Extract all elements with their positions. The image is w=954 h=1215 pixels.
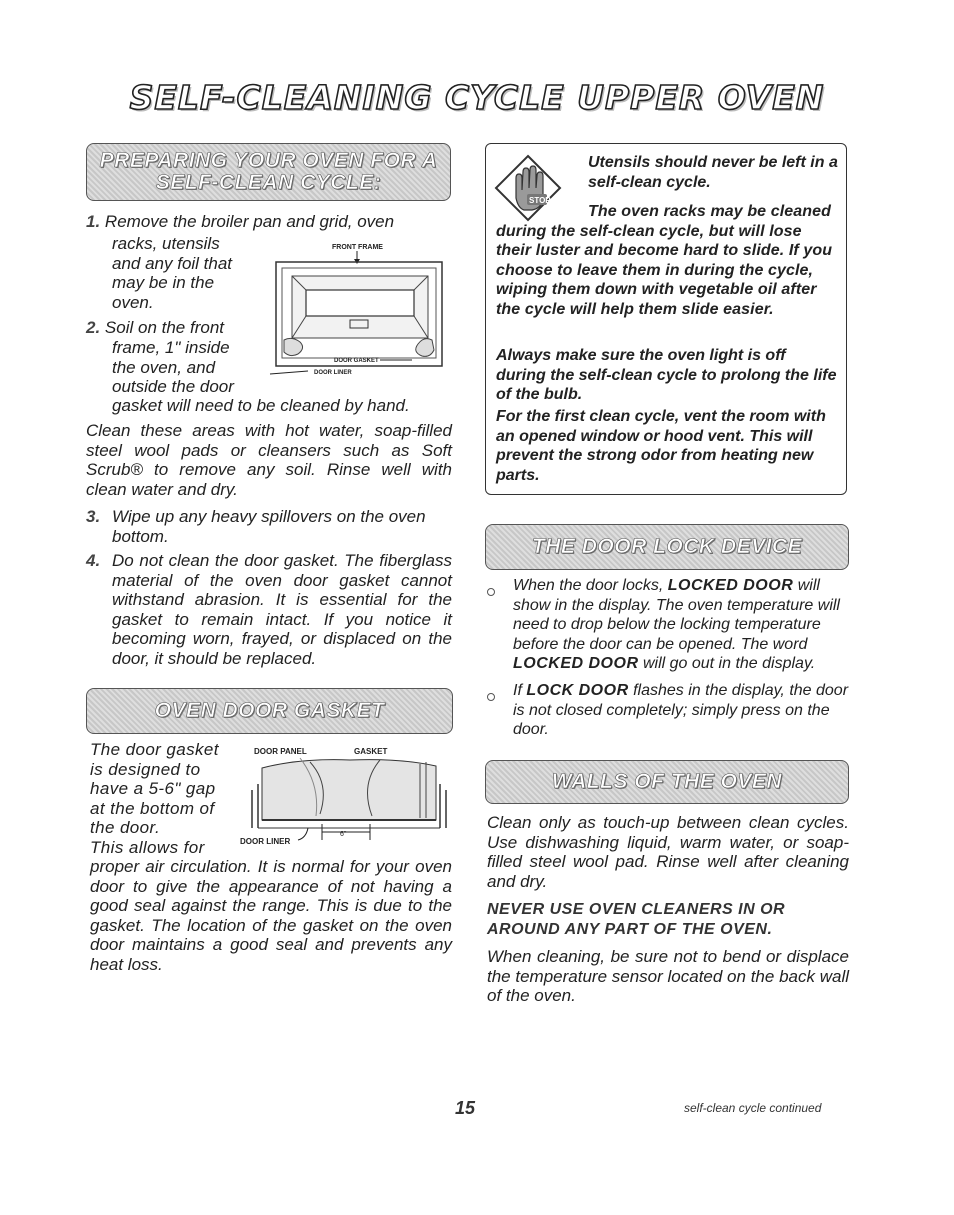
step-1-cont: racks, utensils and any foil that may be in the oven. [112,234,233,312]
gap-label: 6" [340,831,347,838]
warning-utensils: Utensils should never be left in a self-clean cycle. [588,154,838,191]
bullet-icon [487,582,505,602]
step-number: 1. [86,212,101,231]
front-frame-label: FRONT FRAME [332,244,383,251]
section-heading-preparing: PREPARING YOUR OVEN FOR A SELF-CLEAN CYCLE: [86,143,451,201]
step-number: 4. [86,551,101,570]
door-liner-label: DOOR LINER [314,370,352,376]
walls-paragraph: Clean only as touch-up between clean cycles. Use dishwashing liquid, warm water, or soap-filled steel wool pad. Rinse well after cleaning and dry. [487,813,849,891]
footer-continued: self-clean cycle continued [684,1101,822,1115]
door-lock-bullet-2: If LOCK DOOR flashes in the display, the door is not closed completely; simply press on the door. [487,681,849,740]
step-2-cont: frame, 1" inside the oven, and outside the door [112,338,234,396]
display-code: LOCKED DOOR [667,577,794,594]
step-number: 2. [86,318,101,337]
warning-vent: For the first clean cycle, vent the room with an opened window or hood vent. This will prevent the strong odor from heating new parts. [496,408,826,484]
bullet-icon [487,687,505,707]
section-heading-walls: WALLS OF THE OVEN [485,760,849,804]
door-lock-bullet-1: When the door locks, LOCKED DOOR will show in the display. The oven temperature will need to drop below the locking temperature before the door can be opened. The word LOCKED DOOR will go out in the display. [487,576,849,674]
gasket-intro: The door gasket is designed to have a 5-6" gap at the bottom of the door. This allows for [90,740,219,857]
step-number: 3. [86,507,101,526]
step-4 [86,551,100,571]
section-heading-door-lock: THE DOOR LOCK DEVICE [485,524,849,570]
gasket-label: GASKET [354,747,388,756]
step-4-text: Do not clean the door gasket. The fiberglass material of the oven door gasket cannot withstand abrasion. It is essential for the gasket to remain intact. If you notice it becoming worn, frayed, or displaced on the door, it should be replaced. [112,551,452,668]
step-1: 1. Remove the broiler pan and grid, oven [86,212,395,231]
door-liner-label: DOOR LINER [240,837,291,846]
display-code: LOCK DOOR [526,682,629,699]
door-panel-label: DOOR PANEL [254,747,307,756]
step-3-text: Wipe up any heavy spillovers on the oven bottom. [112,507,426,546]
gasket-paragraph: proper air circulation. It is normal for your oven door to give the appearance of not having a good seal against the range. This is due to the gasket. The location of the gasket on the oven door maintains a good seal and prevents any heat loss. [90,857,452,974]
clean-areas-paragraph: Clean these areas with hot water, soap-filled steel wool pads or cleansers such as Soft Scrub® to remove any soil. Rinse well with clean water and dry. [86,421,452,499]
warning-box [485,143,847,495]
walls-warning: NEVER USE OVEN CLEANERS IN OR AROUND ANY PART OF THE OVEN. [487,901,786,938]
warning-light: Always make sure the oven light is off during the self-clean cycle to prolong the life of the bulb. [496,347,837,403]
warning-racks: The oven racks may be cleaned during the self-clean cycle, but will lose their luster and become hard to slide. If you choose to leave them in during the cycle, wiping them down with vegetable oil after the cycle will help them slide easier. [496,203,833,318]
page-title: SELF-CLEANING CYCLE UPPER OVEN [129,78,825,117]
section-heading-gasket: OVEN DOOR GASKET [86,688,453,734]
stop-label: STOP [529,196,551,205]
walls-sensor-note: When cleaning, be sure not to bend or displace the temperature sensor located on the back wall of the oven. [487,947,849,1005]
page-number: 15 [455,1098,476,1118]
door-gasket-diagram [240,744,454,848]
oven-front-frame-diagram [262,240,454,380]
step-2: 2. Soil on the front [86,318,224,337]
step-2-end: gasket will need to be cleaned by hand. [112,396,410,415]
display-code: LOCKED DOOR [513,655,639,672]
door-gasket-label: DOOR GASKET [334,358,379,364]
